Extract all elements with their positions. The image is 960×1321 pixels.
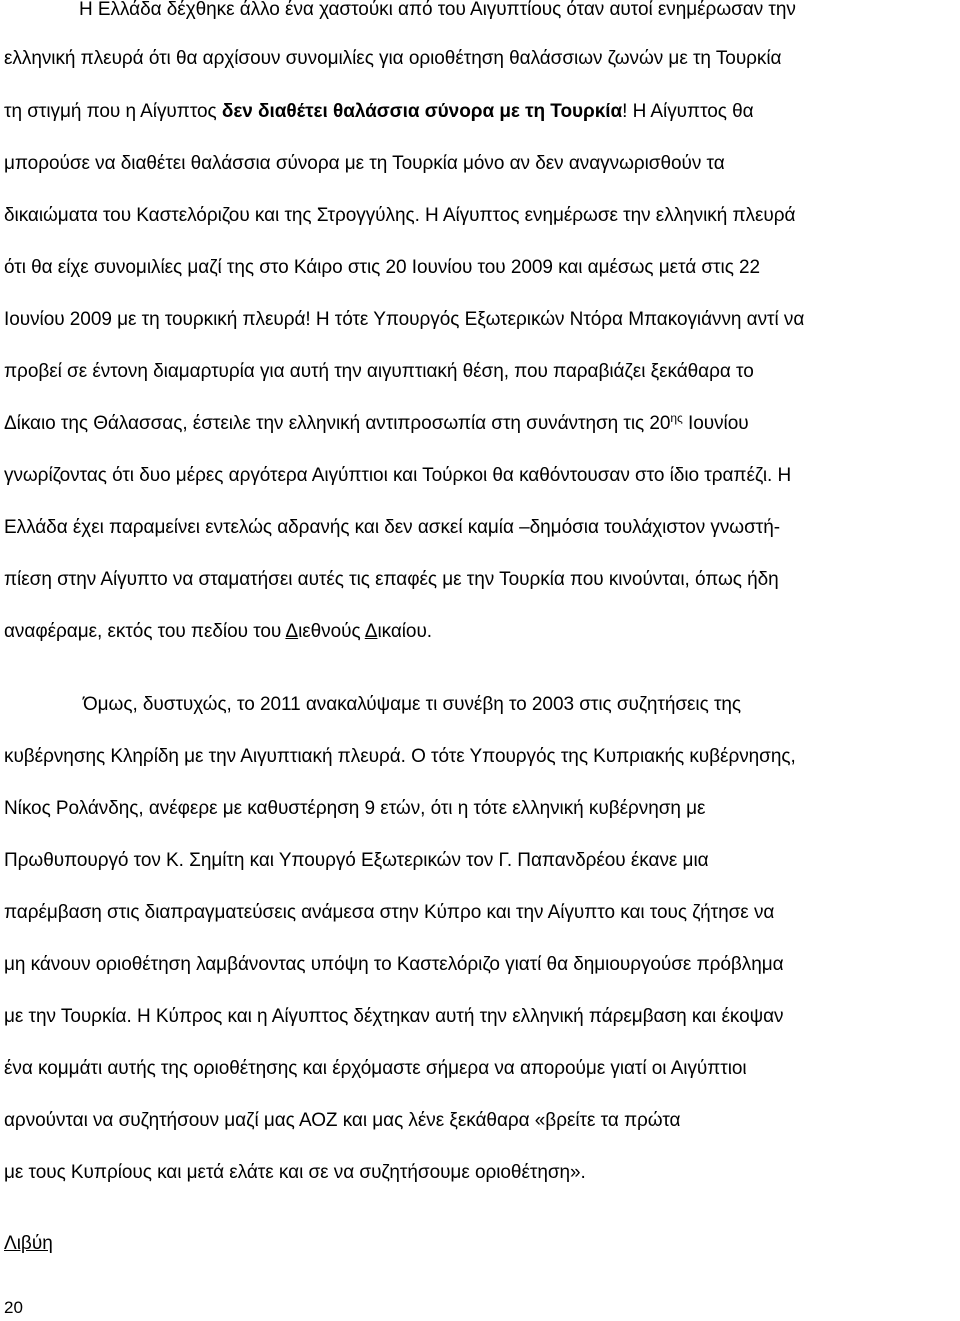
text-span: κυβέρνησης Κληρίδη με την Αιγυπτιακή πλευρά. Ο τότε Υπουργός της Κυπριακής κυβέρνησης, bbox=[4, 746, 796, 767]
text-span: ένα κομμάτι αυτής της οριοθέτησης και έρχόμαστε σήμερα να απορούμε γιατί οι Αιγύπτιοι bbox=[4, 1058, 747, 1079]
paragraph-2-line-8 bbox=[4, 1058, 747, 1080]
paragraph-2-line-9 bbox=[4, 1110, 680, 1132]
paragraph-1-line-5 bbox=[4, 205, 795, 227]
section-heading: Λιβύη bbox=[4, 1233, 53, 1254]
text-span: με τους Κυπρίους και μετά ελάτε και σε να συζητήσουμε οριοθέτηση». bbox=[4, 1162, 586, 1183]
paragraph-1-line-13 bbox=[4, 621, 432, 643]
text-span: Ιουνίου bbox=[682, 413, 749, 434]
text-span: μπορούσε να διαθέτει θαλάσσια σύνορα με τη Τουρκία μόνο αν δεν αναγνωρισθούν τα bbox=[4, 153, 725, 174]
text-span: προβεί σε έντονη διαμαρτυρία για αυτή την αιγυπτιακή θέση, που παραβιάζει ξεκάθαρα το bbox=[4, 361, 754, 382]
text-span: ικαίου. bbox=[377, 621, 433, 642]
text-span: αναφέραμε, εκτός του πεδίου του bbox=[4, 621, 286, 642]
text-span: αρνούνται να συζητήσουν μαζί μας ΑΟΖ και μας λένε ξεκάθαρα «βρείτε τα πρώτα bbox=[4, 1110, 681, 1131]
text-span: μη κάνουν οριοθέτηση λαμβάνοντας υπόψη το Καστελόριζο γιατί θα δημιουργούσε πρόβλημα bbox=[4, 954, 784, 975]
paragraph-2-line-1 bbox=[83, 694, 741, 716]
paragraph-1-line-8 bbox=[4, 361, 754, 383]
text-span: ιεθνούς bbox=[298, 621, 365, 642]
text-span: Ελλάδα έχει παραμείνει εντελώς αδρανής και δεν ασκεί καμία –δημόσια τουλάχιστον γνωστή- bbox=[4, 517, 781, 538]
text-span: παρέμβαση στις διαπραγματεύσεις ανάμεσα στην Κύπρο και την Αίγυπτο και τους ζήτησε να bbox=[4, 902, 775, 923]
paragraph-1-line-3 bbox=[4, 101, 754, 123]
underlined-text: Δ bbox=[364, 621, 378, 642]
paragraph-1-line-7 bbox=[4, 309, 804, 331]
paragraph-2-line-6 bbox=[4, 954, 784, 976]
text-span: Νίκος Ρολάνδης, ανέφερε με καθυστέρηση 9 ετών, ότι η τότε ελληνική κυβέρνηση με bbox=[4, 798, 706, 819]
paragraph-2-line-10 bbox=[4, 1162, 586, 1184]
text-span: ότι θα είχε συνομιλίες μαζί της στο Κάιρο στις 20 Ιουνίου του 2009 και αμέσως μετά στις 22 bbox=[4, 257, 761, 278]
paragraph-2-line-7 bbox=[4, 1006, 784, 1028]
paragraph-1-line-1 bbox=[79, 0, 796, 21]
text-span: ! Η Αίγυπτος θα bbox=[622, 101, 754, 122]
paragraph-1-line-4 bbox=[4, 153, 725, 175]
text-span: Η Ελλάδα δέχθηκε άλλο ένα χαστούκι από του Αιγυπτίους όταν αυτοί ενημέρωσαν την bbox=[79, 0, 796, 20]
page-number: 20 bbox=[4, 1298, 23, 1317]
paragraph-1-line-11 bbox=[4, 517, 780, 539]
text-span: Ιουνίου 2009 με τη τουρκική πλευρά! Η τότε Υπουργός Εξωτερικών Ντόρα Μπακογιάννη αντί να bbox=[4, 309, 805, 330]
bold-text: δεν διαθέτει θαλάσσια σύνορα με τη Τουρκία bbox=[221, 101, 623, 122]
paragraph-1-line-12 bbox=[4, 569, 779, 591]
text-span: δικαιώματα του Καστελόριζου και της Στρογγύλης. Η Αίγυπτος ενημέρωσε την ελληνική πλευρά bbox=[4, 205, 796, 226]
paragraph-1-line-6 bbox=[4, 257, 760, 279]
paragraph-1-line-9 bbox=[4, 413, 749, 435]
text-span: Πρωθυπουργό τον Κ. Σημίτη και Υπουργό Εξωτερικών τον Γ. Παπανδρέου έκανε μια bbox=[4, 850, 709, 871]
paragraph-2-line-3 bbox=[4, 798, 705, 820]
text-span: τη στιγμή που η Αίγυπτος bbox=[4, 101, 222, 122]
text-span: Όμως, δυστυχώς, το 2011 ανακαλύψαμε τι συνέβη το 2003 στις συζητήσεις της bbox=[83, 694, 742, 715]
superscript: ης bbox=[670, 411, 683, 425]
text-span: Δίκαιο της Θάλασσας, έστειλε την ελληνική αντιπροσωπία στη συνάντηση τις 20 bbox=[4, 413, 671, 434]
paragraph-2-line-2 bbox=[4, 746, 796, 768]
text-span: πίεση στην Αίγυπτο να σταματήσει αυτές τις επαφές με την Τουρκία που κινούνται, όπως ήδη bbox=[4, 569, 779, 590]
text-span: με την Τουρκία. Η Κύπρος και η Αίγυπτος δέχτηκαν αυτή την ελληνική πάρεμβαση και έκοψαν bbox=[4, 1006, 784, 1027]
underlined-text: Δ bbox=[285, 621, 299, 642]
text-span: ελληνική πλευρά ότι θα αρχίσουν συνομιλίες για οριοθέτηση θαλάσσιων ζωνών με τη Τουρκία bbox=[4, 48, 782, 69]
paragraph-1-line-2 bbox=[4, 48, 781, 70]
paragraph-2-line-4 bbox=[4, 850, 709, 872]
paragraph-2-line-5 bbox=[4, 902, 774, 924]
text-span: γνωρίζοντας ότι δυο μέρες αργότερα Αιγύπτιοι και Τούρκοι θα καθόντουσαν στο ίδιο τραπέζι. Η bbox=[4, 465, 792, 486]
paragraph-1-line-10 bbox=[4, 465, 791, 487]
